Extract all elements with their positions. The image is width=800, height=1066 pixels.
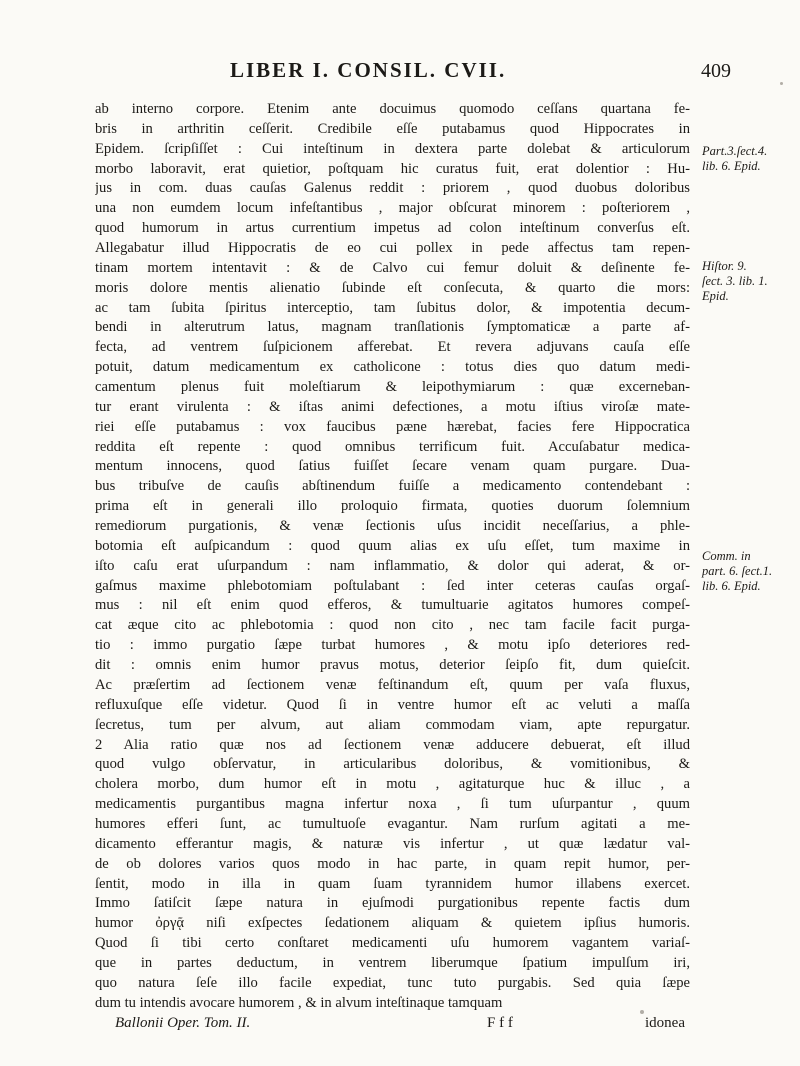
text-line: remediorum purgationis, & venæ ſectionis uſus incidit neceſſarius, a phle- xyxy=(95,518,690,535)
text-line: fecta, ad ventrem ſuſpicionem afferebat. Et revera adjuvans cauſa eſſe xyxy=(95,339,690,356)
text-line: humores efferi ſunt, ac tumultuoſe evagantur. Nam rurſum agitati a me- xyxy=(95,815,690,832)
text-line: gaſmus maxime phlebotomiam poſtulabant : ſed inter ceteras cauſas orgaſ- xyxy=(95,577,690,594)
text-line: ab interno corpore. Etenim ante docuimus quomodo ceſſans quartana fe- xyxy=(95,101,690,117)
footer-signature: F f f xyxy=(487,1015,513,1031)
text-line: tur erant virulenta : & iſtas animi defectiones, a motu iſtius viroſæ mate- xyxy=(95,398,690,415)
text-line: tio : immo purgatio ſæpe turbat humores , & motu ipſo deteriores red- xyxy=(95,637,690,654)
text-line: potuit, datum medicamentum ex catholicone : totus dies quo datum medi- xyxy=(95,359,690,376)
page-footer xyxy=(115,1015,695,1037)
text-line: prima eſt in generali illo proloquio firmata, quoties duorum ſolemnium xyxy=(95,498,690,515)
text-line: Epidem. ſcripſiſſet : Cui inteſtinum in dextera parte dolebat & articulorum xyxy=(95,140,690,157)
footer-catchword: idonea xyxy=(645,1015,685,1031)
text-line: mentum innocens, quod ſatius fuiſſet ſecare venam quam purgare. Dua- xyxy=(95,458,690,475)
margin-note-line: ſect. 3. lib. 1. xyxy=(702,274,768,288)
text-line: riei eſſe putabamus : vox faucibus pæne hærebat, facies fere Hippocratica xyxy=(95,418,690,435)
margin-note-line: Hiſtor. 9. xyxy=(702,259,747,273)
text-line: jus in com. duas cauſas Galenus reddit : priorem , quod duobus doloribus xyxy=(95,180,690,197)
ink-spot xyxy=(640,1010,644,1014)
text-line: dit : omnis enim humor pravus motus, deterior ſeipſo fit, dum quieſcit. xyxy=(95,657,690,674)
text-line: Ac præſertim ad ſectionem venæ feſtinandum eſt, quum per vaſa fluxus, xyxy=(95,676,690,693)
margin-note-line: lib. 6. Epid. xyxy=(702,579,761,593)
text-line: quod humorum in artus currentium impetus ad colon inteſtinum converſus eſt. xyxy=(95,220,690,237)
text-line: bris in arthritin ceſſerit. Credibile eſſe putabamus quod Hippocrates in xyxy=(95,120,690,137)
text-line: dicamento efferantur magis, & naturæ vis infertur , ut quæ lædatur val- xyxy=(95,835,690,852)
text-line: de ob dolores varios quos modo in hac parte, in quam repit humor, per- xyxy=(95,855,690,872)
text-line: Immo ſatiſcit ſæpe natura in ejuſmodi purgationibus repente factis dum xyxy=(95,895,690,912)
text-line: quod vulgo obſervatur, in articularibus doloribus, & vomitionibus, & xyxy=(95,756,690,773)
margin-note-line: Comm. in xyxy=(702,549,751,563)
text-line: morbo laboravit, erat quietior, poſtquam hic curatus fuit, erat dolentior : Hu- xyxy=(95,160,690,177)
ink-spot xyxy=(780,82,783,85)
margin-note xyxy=(702,144,767,174)
margin-note xyxy=(702,259,768,304)
text-line: moris dolore mentis alienatio ſubinde eſt conſecuta, & quarto die mors: xyxy=(95,279,690,296)
text-line: ac tam ſubita ſpiritus interceptio, tam ſubitus dolor, & impotentia decum- xyxy=(95,299,690,316)
text-line: bendi in alterutrum latus, magnam tranſlationis ſymptomaticæ a parte af- xyxy=(95,319,690,336)
margin-note xyxy=(702,549,772,594)
margin-note-line: Epid. xyxy=(702,289,729,303)
page-header xyxy=(0,58,800,98)
text-line: Quod ſi tibi certo conſtaret medicamenti uſu humorem vagantem variaſ- xyxy=(95,935,690,952)
text-line: medicamentis purgantibus magna infertur noxa , ſi tum uſurpantur , quum xyxy=(95,796,690,813)
body-text xyxy=(95,100,690,1014)
page-number: 409 xyxy=(701,60,731,82)
text-line: quo natura ſeſe illo facile expediat, tunc tuto purgabis. Sed quia ſæpe xyxy=(95,974,690,991)
text-line: humor ὀργᾷ niſi exſpectes ſedationem aliquam & quietem ipſius humoris. xyxy=(95,915,690,932)
margin-note-line: lib. 6. Epid. xyxy=(702,159,761,173)
text-line: bus tribuſve de cauſis abſtinendum fuiſſe a medicamento contendebant : xyxy=(95,478,690,495)
text-line: una non eumdem locum infeſtantibus , major obſcurat minorem : poſteriorem , xyxy=(95,200,690,217)
text-line: ſecretus, tum per alvum, aut aliam commodam viam, apte repurgatur. xyxy=(95,716,690,733)
margin-note-line: Part.3.ſect.4. xyxy=(702,144,768,158)
text-line: refluxuſque eſſe videtur. Quod ſi in ventre humor eſt ac veluti a maſſa xyxy=(95,696,690,713)
margin-note-line: part. 6. ſect.1. xyxy=(702,564,773,578)
text-line: tinam mortem intentavit : & de Calvo cui femur doluit & deſinente fe- xyxy=(95,259,690,276)
text-line: ſentit, modo in illa in quam ſuam tyrannidem humor illabens exercet. xyxy=(95,875,690,892)
text-line: 2 Alia ratio quæ nos ad ſectionem venæ adducere debuerat, eſt illud xyxy=(95,736,690,753)
text-line: que in partes deductum, in ventrem liberumque ſpatium impulſum iri, xyxy=(95,954,690,971)
text-line: dum tu intendis avocare humorem , & in alvum inteſtinaque tamquam xyxy=(95,994,503,1011)
running-head: LIBER I. CONSIL. CVII. xyxy=(230,58,507,82)
footer-author: Ballonii Oper. Tom. II. xyxy=(115,1015,251,1031)
text-line: iſto caſu erat uſurpandum : nam inflammatio, & dolor qui aderat, & or- xyxy=(95,557,690,574)
text-line: camentum plenus fuit moleſtiarum & leipothymiarum : quæ excerneban- xyxy=(95,379,690,396)
text-line: cat æque cito ac phlebotomia : quod non cito , nec tam facile facit purga- xyxy=(95,617,690,634)
text-line: botomia eſt auſpicandum : quod quum alias ex uſu eſſet, tum maxime in xyxy=(95,537,690,554)
text-line: cholera morbo, dum humor eſt in motu , agitaturque huc & illuc , a xyxy=(95,776,690,793)
text-line: Allegabatur illud Hippocratis de eo cui pollex in pede affectus tam repen- xyxy=(95,240,690,257)
text-line: mus : nil eſt enim quod efferos, & tumultuarie agitatos humores compeſ- xyxy=(95,597,690,614)
text-line: reddita eſt repente : quod omnibus terrificum fuit. Accuſabatur medica- xyxy=(95,438,690,455)
